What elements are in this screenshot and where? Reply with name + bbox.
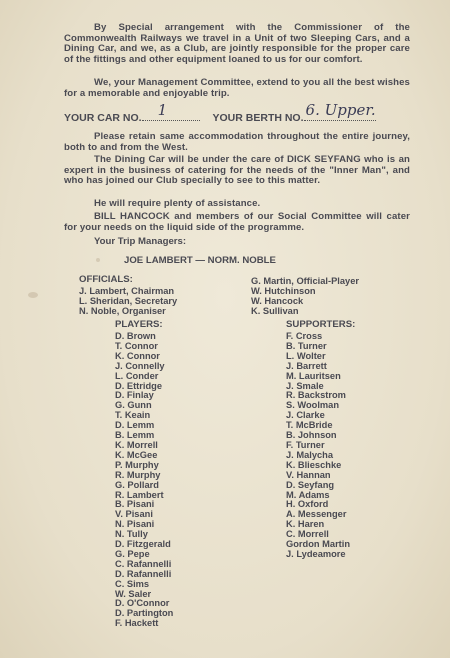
berth-number-blank	[304, 101, 376, 121]
player-name: K. Connor	[115, 350, 160, 361]
supporter-name: J. Clarke	[286, 410, 325, 421]
berth-number-handwritten: 6. Upper.	[305, 101, 376, 119]
player-name: R. Lambert	[115, 489, 164, 500]
player-name: N. Tully	[115, 529, 148, 540]
player-name: G. Pollard	[115, 479, 159, 490]
player-name: T. Connor	[115, 340, 158, 351]
supporters-column	[286, 320, 355, 560]
social-paragraph: BILL HANCOCK and members of our Social Committee will cater for your needs on the liquid side of the programme.	[64, 211, 410, 233]
player-name: R. Murphy	[115, 469, 161, 480]
supporter-name: M. Lauritsen	[286, 370, 341, 381]
official-entry: J. Lambert, Chairman	[79, 286, 175, 296]
player-name: K. McGee	[115, 449, 158, 460]
supporter-name: Gordon Martin	[286, 539, 351, 550]
player-name: P. Murphy	[115, 459, 159, 470]
player-name: B. Lemm	[115, 430, 155, 441]
supporter-name: D. Seyfang	[286, 479, 335, 490]
player-name: T. Keain	[115, 410, 151, 421]
supporter-name: L. Wolter	[286, 350, 326, 361]
supporter-name: T. McBride	[286, 420, 333, 431]
player-name: J. Connelly	[115, 360, 165, 371]
supporter-name: B. Turner	[286, 340, 327, 351]
supporter-name: K. Haren	[286, 519, 325, 530]
assist-paragraph: He will require plenty of assistance.	[94, 198, 261, 209]
player-name: C. Sims	[115, 578, 150, 589]
supporter-name: V. Hannan	[286, 469, 331, 480]
supporter-name: R. Backstrom	[286, 390, 346, 401]
player-name: C. Rafannelli	[115, 558, 172, 569]
supporter-name: J. Barrett	[286, 360, 327, 371]
player-name: N. Pisani	[115, 519, 155, 530]
supporter-name: C. Morrell	[286, 529, 329, 540]
player-name: F. Hackett	[115, 618, 159, 629]
player-name: G. Pepe	[115, 548, 150, 559]
player-name: D. Partington	[115, 608, 174, 619]
player-name: D. Brown	[115, 331, 156, 341]
players-column	[115, 320, 173, 629]
player-name: V. Pisani	[115, 509, 153, 520]
player-name: L. Conder	[115, 370, 159, 381]
official-entry: L. Sheridan, Secretary	[79, 295, 178, 306]
player-name: K. Morrell	[115, 439, 158, 450]
player-name: W. Saler	[115, 588, 152, 599]
player-name: D. Finlay	[115, 390, 154, 401]
paper-stain	[28, 292, 38, 298]
player-name: D. Rafannelli	[115, 568, 172, 579]
officials-heading: OFFICIALS:	[79, 274, 133, 285]
supporters-heading: SUPPORTERS:	[286, 319, 356, 330]
official-entry: W. Hancock	[251, 295, 304, 306]
official-entry: N. Noble, Organiser	[79, 305, 166, 316]
intro-paragraph: By Special arrangement with the Commissioner of the Commonwealth Railways we travel in a Unit of two Sleeping Cars, and a Dining Car, and we, as a Club, are jointly responsible for the proper care of the fittings and other equipment loaned to us for our comfort.	[64, 22, 410, 65]
player-name: G. Gunn	[115, 400, 152, 411]
player-name: D. Lemm	[115, 420, 155, 431]
supporter-name: J. Smale	[286, 380, 324, 391]
player-name: D. Ettridge	[115, 380, 163, 391]
supporter-name: J. Malycha	[286, 449, 334, 460]
supporter-name: S. Woolman	[286, 400, 340, 411]
official-entry: W. Hutchinson	[251, 285, 316, 296]
player-name: D. Fitzgerald	[115, 539, 171, 550]
trip-managers-names: JOE LAMBERT — NORM. NOBLE	[124, 255, 276, 266]
supporter-name: K. Blieschke	[286, 459, 342, 470]
supporter-name: B. Johnson	[286, 430, 337, 441]
retain-paragraph: Please retain same accommodation throughout the entire journey, both to and from the West.	[64, 131, 410, 153]
player-name: D. O'Connor	[115, 598, 170, 609]
supporter-name: F. Turner	[286, 439, 325, 450]
wishes-paragraph: We, your Management Committee, extend to you all the best wishes for a memorable and enjoyable trip.	[64, 77, 410, 99]
dining-paragraph: The Dining Car will be under the care of DICK SEYFANG who is an expert in the business of catering for the needs of the "Inner Man", and who has joined our Club specially to see to this matter.	[64, 154, 410, 187]
officials-left-column	[79, 275, 177, 317]
supporter-name: A. Messenger	[286, 509, 347, 520]
paper-stain	[96, 258, 100, 262]
car-number-blank	[142, 101, 200, 121]
supporter-name: J. Lydeamore	[286, 548, 346, 559]
trip-managers-label: Your Trip Managers:	[94, 236, 187, 247]
supporter-name: F. Cross	[286, 331, 323, 341]
official-entry: G. Martin, Official-Player	[251, 276, 359, 286]
supporter-name: M. Adams	[286, 489, 330, 500]
berth-label: YOUR BERTH NO.	[212, 112, 304, 124]
player-name: B. Pisani	[115, 499, 155, 510]
car-number-handwritten: 1	[157, 101, 168, 119]
players-heading: PLAYERS:	[115, 319, 163, 330]
car-label: YOUR CAR NO.	[64, 112, 142, 124]
supporter-name: H. Oxford	[286, 499, 329, 510]
car-berth-line	[64, 101, 376, 124]
officials-right-column	[251, 277, 359, 317]
official-entry: K. Sullivan	[251, 305, 299, 316]
